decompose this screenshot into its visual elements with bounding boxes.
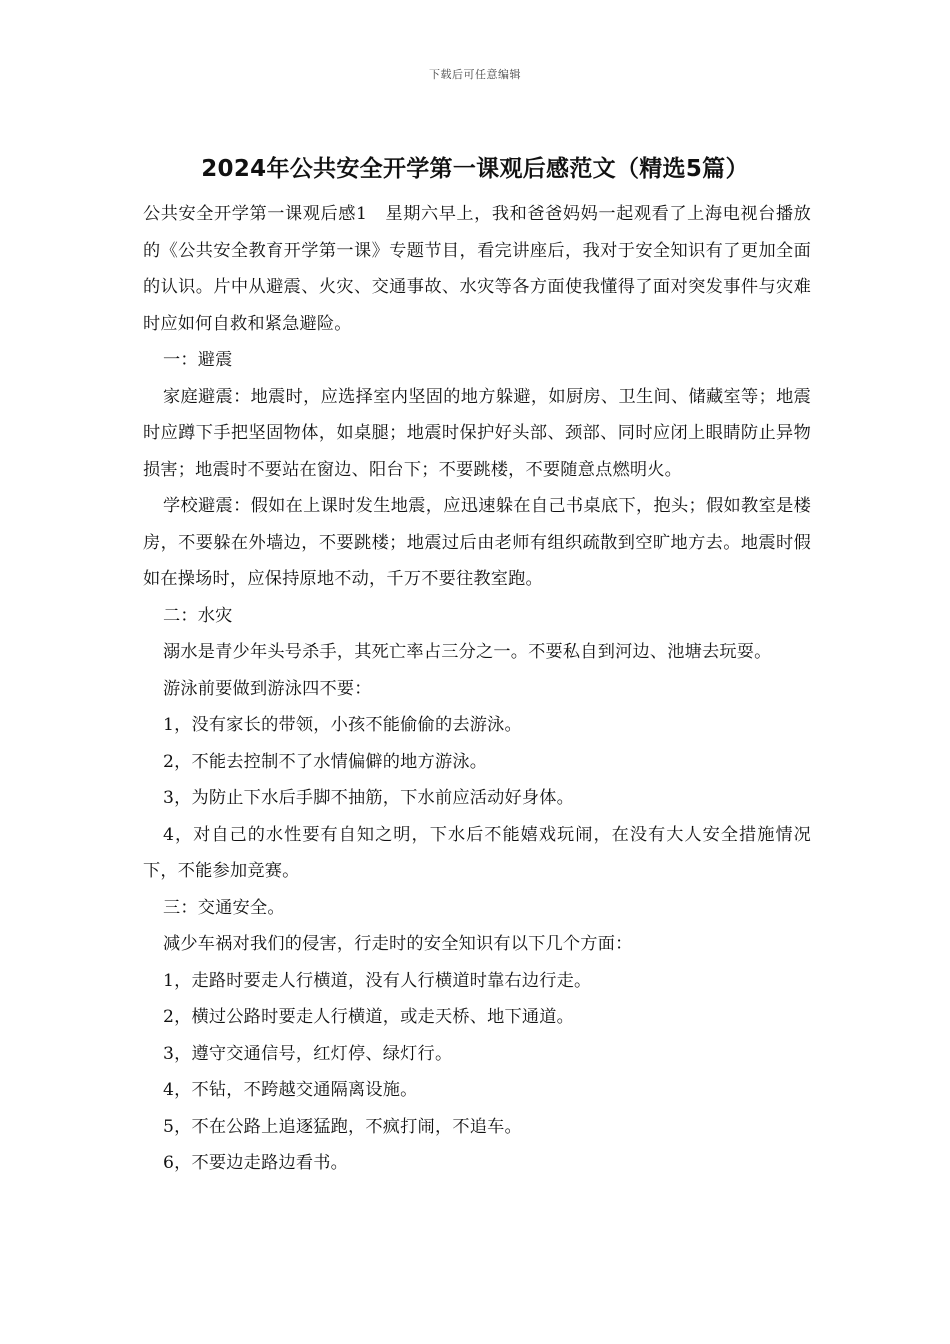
- list-item: 1，走路时要走人行横道，没有人行横道时靠右边行走。: [163, 970, 592, 991]
- document-title: 2024年公共安全开学第一课观后感范文（精选5篇）: [201, 156, 749, 182]
- list-item: 4，不钻，不跨越交通隔离设施。: [163, 1080, 418, 1100]
- intro-text: 星期六早上，我和爸爸妈妈一起观看了上海电视台播放的《公共安全教育开学第一课》专题节目，看完讲座后，我对于安全知识有了更加全面的认识。片中从避震、火灾、交通事故、水灾等各方面使我懂得了面对突发事件与灾难时应如何自救和紧急避险。: [143, 204, 811, 334]
- swim-list-intro: 游泳前要做到游泳四不要：: [163, 678, 372, 699]
- intro-paragraph: [143, 196, 811, 342]
- list-item: 5，不在公路上追逐猛跑，不疯打闹，不追车。: [163, 1116, 522, 1137]
- list-item: 2，不能去控制不了水情偏僻的地方游泳。: [163, 751, 488, 772]
- list-item: 6，不要边走路边看书。: [163, 1153, 349, 1173]
- section-heading-earthquake: 一：避震: [163, 350, 233, 370]
- list-item: 1，没有家长的带领，小孩不能偷偷的去游泳。: [163, 715, 522, 735]
- document-body: [143, 196, 811, 1182]
- paragraph-drowning: 溺水是青少年头号杀手，其死亡率占三分之一。不要私自到河边、池塘去玩耍。: [163, 642, 772, 662]
- list-item: 4，对自己的水性要有自知之明，下水后不能嬉戏玩闹，在没有大人安全措施情况下，不能参加竞赛。: [143, 824, 811, 881]
- traffic-list-intro: 减少车祸对我们的侵害，行走时的安全知识有以下几个方面：: [163, 934, 633, 954]
- list-item: 3，为防止下水后手脚不抽筋，下水前应活动好身体。: [163, 788, 575, 808]
- section-heading-traffic: 三：交通安全。: [163, 897, 285, 918]
- list-item: 2，横过公路时要走人行横道，或走天桥、地下通道。: [163, 1007, 575, 1027]
- paragraph-school-earthquake: 学校避震：假如在上课时发生地震，应迅速躲在自己书桌底下，抱头；假如教室是楼房，不要躲在外墙边，不要跳楼；地震过后由老师有组织疏散到空旷地方去。地震时假如在操场时，应保持原地不动，千万不要往教室跑。: [143, 496, 811, 589]
- header-note: 下载后可任意编辑: [429, 68, 521, 81]
- list-item: 3，遵守交通信号，红灯停、绿灯行。: [163, 1043, 453, 1064]
- intro-label: 公共安全开学第一课观后感1: [143, 204, 368, 224]
- paragraph-home-earthquake: 家庭避震：地震时，应选择室内坚固的地方躲避，如厨房、卫生间、储藏室等；地震时应蹲下手把坚固物体，如桌腿；地震时保护好头部、颈部、同时应闭上眼睛防止异物损害；地震时不要站在窗边、阳台下；不要跳楼，不要随意点燃明火。: [143, 386, 811, 480]
- section-heading-flood: 二：水灾: [163, 605, 233, 626]
